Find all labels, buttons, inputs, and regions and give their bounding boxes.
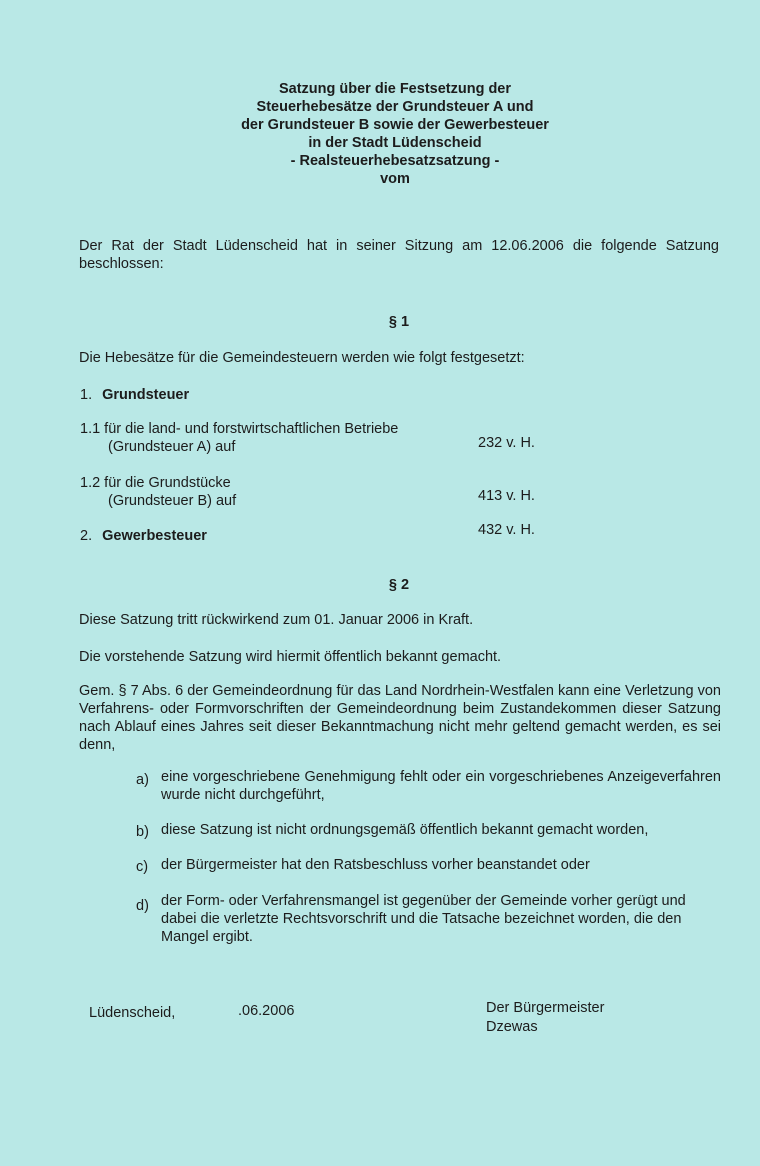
footer-signer-title: Der Bürgermeister	[486, 1000, 605, 1016]
item-1-1-line-2: (Grundsteuer A) auf	[108, 439, 236, 455]
item-1-1-line-1: 1.1 für die land- und forstwirtschaftlichen Betriebe	[80, 421, 399, 437]
title-line-4: in der Stadt Lüdenscheid	[308, 135, 482, 151]
section-1-lead: Die Hebesätze für die Gemeindesteuern werden wie folgt festgesetzt:	[79, 350, 525, 366]
title-line-2: Steuerhebesätze der Grundsteuer A und	[256, 99, 534, 115]
item-1-2-rate: 413 v. H.	[478, 488, 535, 504]
list-item-c-text: der Bürgermeister hat den Ratsbeschluss vorher beanstandet oder	[161, 857, 590, 873]
footer-place: Lüdenscheid,	[89, 1005, 176, 1021]
item-2-label: Gewerbesteuer	[102, 528, 207, 544]
title-line-3: der Grundsteuer B sowie der Gewerbesteuer	[241, 117, 549, 133]
section-1-heading: § 1	[388, 314, 410, 330]
footer-signer-name: Dzewas	[486, 1019, 538, 1035]
list-item-a-text: eine vorgeschriebene Genehmigung fehlt oder ein vorgeschriebenes Anzeigeverfahren wurde nicht durchgeführt,	[161, 769, 721, 803]
item-1-2-line-2: (Grundsteuer B) auf	[108, 493, 237, 509]
item-1-number: 1.	[80, 387, 93, 403]
footer-date: .06.2006	[238, 1003, 295, 1019]
section-2-paragraph-1: Diese Satzung tritt rückwirkend zum 01. Januar 2006 in Kraft.	[79, 612, 474, 628]
item-1-1	[80, 420, 398, 456]
section-2-paragraph-3: Gem. § 7 Abs. 6 der Gemeindeordnung für das Land Nordrhein-Westfalen kann eine Verletzung von Verfahrens- oder Formvorschriften der Gemeindeordnung beim Zustandekommen dieser Satzung nach Ablauf eines Jahres seit dieser Bekanntmachung nicht mehr geltend gemacht werden, es sei denn,	[79, 683, 721, 753]
list-item-c-label: c)	[136, 859, 149, 875]
item-2-heading	[80, 527, 207, 545]
list-item-b-text: diese Satzung ist nicht ordnungsgemäß öffentlich bekannt gemacht worden,	[161, 822, 649, 838]
title-line-5: - Realsteuerhebesatzsatzung -	[290, 153, 500, 169]
item-1-heading	[80, 386, 189, 404]
section-2-paragraph-2: Die vorstehende Satzung wird hiermit öffentlich bekannt gemacht.	[79, 649, 502, 665]
list-item-d-label: d)	[136, 898, 149, 914]
item-1-1-rate: 232 v. H.	[478, 435, 535, 451]
list-item-a-label: a)	[136, 772, 149, 788]
intro-paragraph: Der Rat der Stadt Lüdenscheid hat in seiner Sitzung am 12.06.2006 die folgende Satzung beschlossen:	[79, 238, 719, 272]
list-item-b-label: b)	[136, 824, 149, 840]
item-2-rate: 432 v. H.	[478, 522, 535, 538]
title-line-6: vom	[380, 171, 410, 187]
document-title	[200, 80, 590, 188]
title-line-1: Satzung über die Festsetzung der	[278, 81, 512, 97]
item-2-number: 2.	[80, 528, 93, 544]
item-1-2-line-1: 1.2 für die Grundstücke	[80, 475, 231, 491]
item-1-label: Grundsteuer	[102, 387, 190, 403]
list-item-d-text: der Form- oder Verfahrensmangel ist gegenüber der Gemeinde vorher gerügt und dabei die verletzte Rechtsvorschrift und die Tatsache bezeichnet worden, die den Mangel ergibt.	[161, 893, 686, 945]
section-2-heading: § 2	[388, 577, 410, 593]
item-1-2	[80, 474, 236, 510]
